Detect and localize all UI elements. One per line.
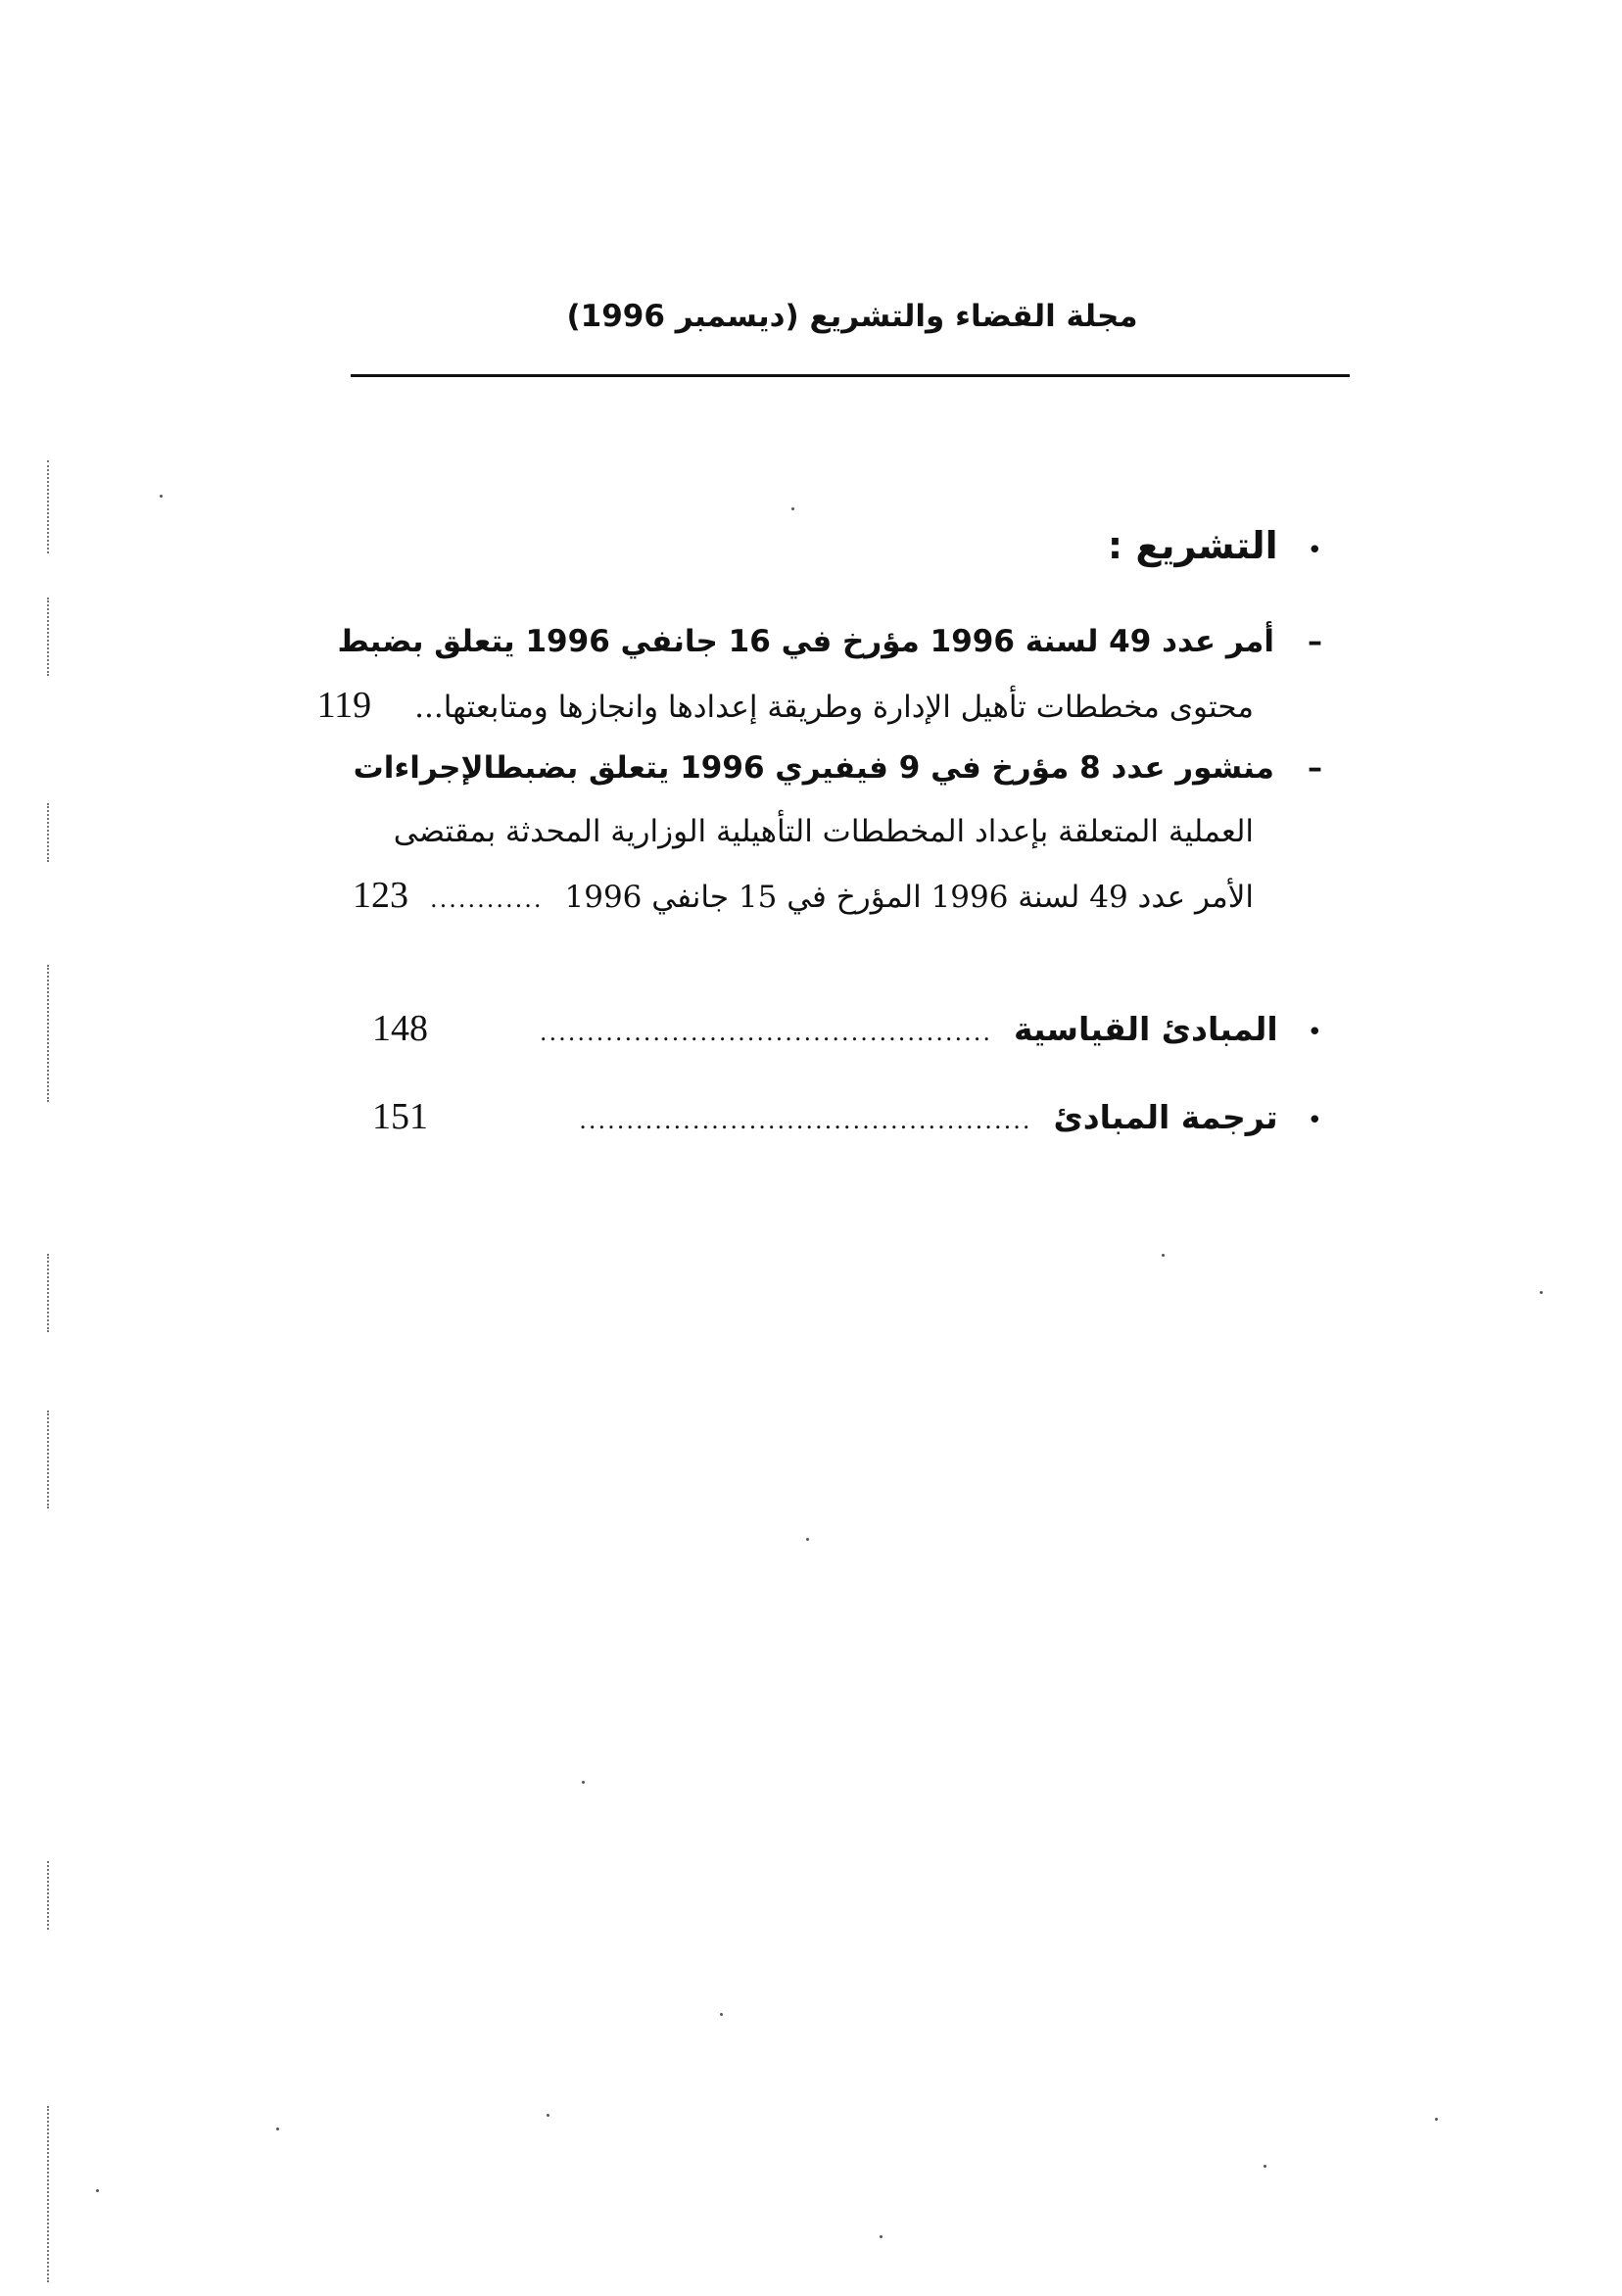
toc-entry-2-text-line2: العملية المتعلقة بإعداد المخططات التأهيلية الوزارية المحدثة بمقتضى (393, 814, 1254, 849)
header-rule (351, 374, 1350, 377)
leader-dots: ................................................ (539, 1019, 993, 1046)
toc-entry-2-leader-dots: ............ (429, 885, 544, 913)
toc-entry-1-text-line1: أمر عدد 49 لسنة 1996 مؤرخ في 16 جانفي 1996 يتعلق بضبط (337, 624, 1274, 659)
bullet-icon: • (1307, 536, 1322, 565)
toc-entry-2-page-number: 123 (352, 875, 408, 916)
toc-entry-1-line2 (316, 684, 1322, 729)
scan-speck (547, 2114, 549, 2117)
toc-entry-1-line1 (337, 620, 1322, 664)
toc-entry-1-page-number: 119 (316, 685, 372, 726)
section-title-legislation: التشريع : (1107, 524, 1278, 567)
scan-speck (160, 495, 163, 498)
scan-speck (1264, 2165, 1266, 2168)
scan-speck (1162, 1254, 1165, 1257)
toc-entry-principles-translation (372, 1095, 1322, 1142)
toc-entry-standard-principles (372, 1007, 1322, 1054)
toc-entry-2-line1 (353, 746, 1322, 790)
dash-icon: – (1308, 751, 1322, 786)
scan-speck (791, 507, 794, 510)
section-title-principles-translation: ترجمة المبادئ (1053, 1098, 1278, 1136)
scan-edge-marks (47, 2106, 55, 2282)
scan-speck (720, 2013, 723, 2016)
bullet-icon: • (1307, 1106, 1322, 1135)
section-title-standard-principles: المبادئ القياسية (1014, 1010, 1278, 1048)
bullet-icon: • (1307, 1018, 1322, 1047)
scan-edge-marks (47, 1861, 55, 1930)
toc-entry-1-text-line2: محتوى مخططات تأهيل الإدارة وطريقة إعدادها وانجازها ومتابعتها... (414, 690, 1254, 725)
scan-speck (1435, 2118, 1438, 2121)
scan-edge-marks (47, 1254, 55, 1332)
scan-edge-marks (47, 460, 55, 553)
toc-entry-2-text-line3: الأمر عدد 49 لسنة 1996 المؤرخ في 15 جانفي 1996 (564, 880, 1254, 915)
toc-entry-2-line3 (352, 874, 1322, 921)
running-header-title: مجلة القضاء والتشريع (ديسمبر 1996) (566, 299, 1138, 334)
scan-speck (582, 1781, 585, 1784)
dash-icon: – (1308, 625, 1322, 659)
scan-speck (96, 2189, 99, 2192)
scan-speck (276, 2128, 279, 2130)
scan-edge-marks (47, 965, 55, 1102)
page-number-principles-translation: 151 (372, 1096, 428, 1137)
scan-edge-marks (47, 1411, 55, 1508)
toc-entry-2-line2 (372, 810, 1322, 853)
toc-entry-2-text-line1: منشور عدد 8 مؤرخ في 9 فيفيري 1996 يتعلق بضبطالإجراءات (353, 750, 1274, 786)
scan-speck (806, 1538, 809, 1541)
scan-speck (1540, 1291, 1543, 1294)
scan-speck (880, 2235, 883, 2238)
page-number-standard-principles: 148 (372, 1008, 428, 1049)
scan-edge-marks (47, 598, 55, 676)
scan-edge-marks (47, 803, 55, 862)
leader-dots: ................................................ (579, 1107, 1032, 1134)
legislation-heading (372, 524, 1322, 572)
